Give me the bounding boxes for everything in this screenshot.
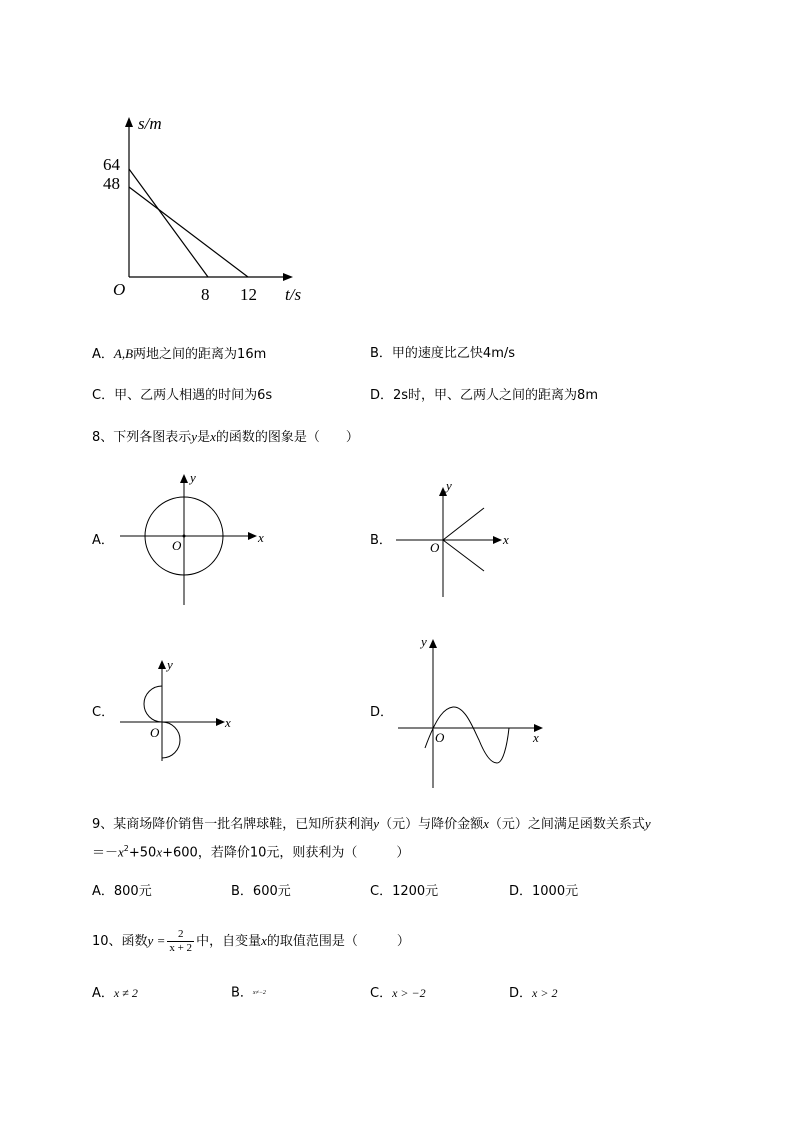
q8-graph-c-semicircles: [115, 655, 245, 765]
stem-part: （元）与降价金额: [379, 817, 484, 832]
q8-graph-a-circle: [110, 465, 280, 610]
y-axis-label: s/m: [138, 114, 162, 133]
x-axis-arrow: [283, 273, 293, 281]
q8-option-c-label[interactable]: C．: [92, 705, 115, 720]
exponent: 2: [123, 844, 129, 853]
option-label: D．: [509, 986, 533, 1001]
var-x: x: [261, 933, 267, 948]
svg-text:y: y: [446, 478, 452, 493]
q8-option-b-label[interactable]: B．: [370, 533, 392, 548]
q9-option-c[interactable]: C．1200元: [370, 884, 439, 899]
svg-text:x: x: [225, 715, 231, 730]
var-x: x: [483, 816, 489, 831]
svg-text:O: O: [172, 538, 182, 553]
stem-part: 8、下列各图表示: [92, 430, 192, 445]
q9-option-b[interactable]: B．600元: [231, 884, 291, 899]
option-math: x≠−2: [252, 990, 266, 996]
q8-graph-b-rays: [390, 475, 530, 605]
q10-stem: [92, 926, 410, 957]
stem-part: +600，若降价10元，则获利为（ ）: [162, 845, 410, 861]
x-tick-12: 12: [240, 285, 257, 304]
left-semicircle: [144, 686, 162, 722]
line-64-to-8: [129, 169, 208, 277]
option-italic-ab: A,B: [113, 346, 134, 361]
q8-stem: [92, 429, 359, 446]
var-x: x: [118, 844, 124, 860]
stem-part: +50: [128, 845, 157, 861]
q7-option-d[interactable]: D．2s时，甲、乙两人之间的距离为8m: [370, 388, 598, 403]
fraction: [167, 928, 194, 955]
stem-part: 的函数的图象是（ ）: [215, 430, 359, 445]
upper-ray: [443, 508, 484, 540]
q9-option-a[interactable]: A．800元: [92, 884, 152, 899]
svg-text:O: O: [150, 725, 160, 740]
q10-option-a[interactable]: [92, 985, 138, 1002]
var-y: y: [644, 816, 651, 831]
q9-stem-line2: [92, 841, 409, 861]
x-tick-8: 8: [201, 285, 210, 304]
stem-part: 中，自变量: [196, 934, 262, 949]
fraction-denominator: x + 2: [169, 942, 193, 954]
option-math: x ≠ 2: [113, 986, 138, 1000]
var-y: y: [373, 816, 380, 831]
stem-part: 9、某商场降价销售一批名牌球鞋，已知所获利润: [92, 817, 374, 832]
option-math: x > 2: [532, 986, 558, 1000]
y-axis-arrow: [125, 117, 133, 127]
svg-text:O: O: [435, 730, 445, 745]
option-text: 两地之间的距离为16m: [133, 347, 267, 362]
stem-part: 的取值范围是（ ）: [266, 934, 410, 949]
q7-distance-time-graph: [100, 110, 320, 310]
origin-label: O: [113, 280, 126, 299]
y-tick-48: 48: [103, 174, 120, 193]
y-tick-64: 64: [103, 155, 120, 174]
svg-text:x: x: [258, 530, 264, 545]
stem-part: （元）之间满足函数关系式: [488, 817, 645, 832]
q7-option-a[interactable]: [92, 346, 266, 363]
fraction-numerator: 2: [167, 928, 194, 942]
svg-text:y: y: [190, 470, 196, 485]
option-label: A．: [92, 986, 114, 1001]
q8-graph-d-wave: [393, 630, 553, 790]
q10-option-c[interactable]: [370, 985, 426, 1002]
option-math: x > −2: [392, 986, 426, 1000]
q10-option-d[interactable]: [509, 985, 557, 1002]
right-semicircle: [162, 722, 180, 758]
stem-part: ＝－: [92, 845, 119, 861]
option-label: B．: [231, 985, 253, 1001]
svg-text:O: O: [430, 540, 440, 555]
q8-option-d-label[interactable]: D．: [370, 705, 394, 720]
var-x: x: [210, 429, 216, 444]
function-lhs: y =: [147, 933, 166, 948]
var-x: x: [156, 844, 163, 860]
svg-text:y: y: [421, 634, 427, 649]
x-axis-label: t/s: [285, 285, 302, 304]
stem-part: 是: [197, 430, 211, 445]
lower-ray: [443, 540, 484, 571]
svg-text:x: x: [533, 730, 539, 745]
q10-option-b[interactable]: [231, 985, 266, 1002]
svg-text:y: y: [167, 657, 173, 672]
stem-part: 10、函数: [92, 934, 148, 949]
q7-option-c[interactable]: C．甲、乙两人相遇的时间为6s: [92, 388, 273, 403]
line-48-to-12: [129, 187, 248, 277]
option-label: A．: [92, 347, 114, 362]
q9-option-d[interactable]: D．1000元: [509, 884, 579, 899]
q7-option-b[interactable]: B．甲的速度比乙快4m/s: [370, 346, 516, 361]
q9-stem-line1: [92, 816, 651, 833]
var-y: y: [191, 429, 198, 444]
option-label: C．: [370, 986, 393, 1001]
svg-text:x: x: [503, 532, 509, 547]
q8-option-a-label[interactable]: A．: [92, 533, 114, 548]
